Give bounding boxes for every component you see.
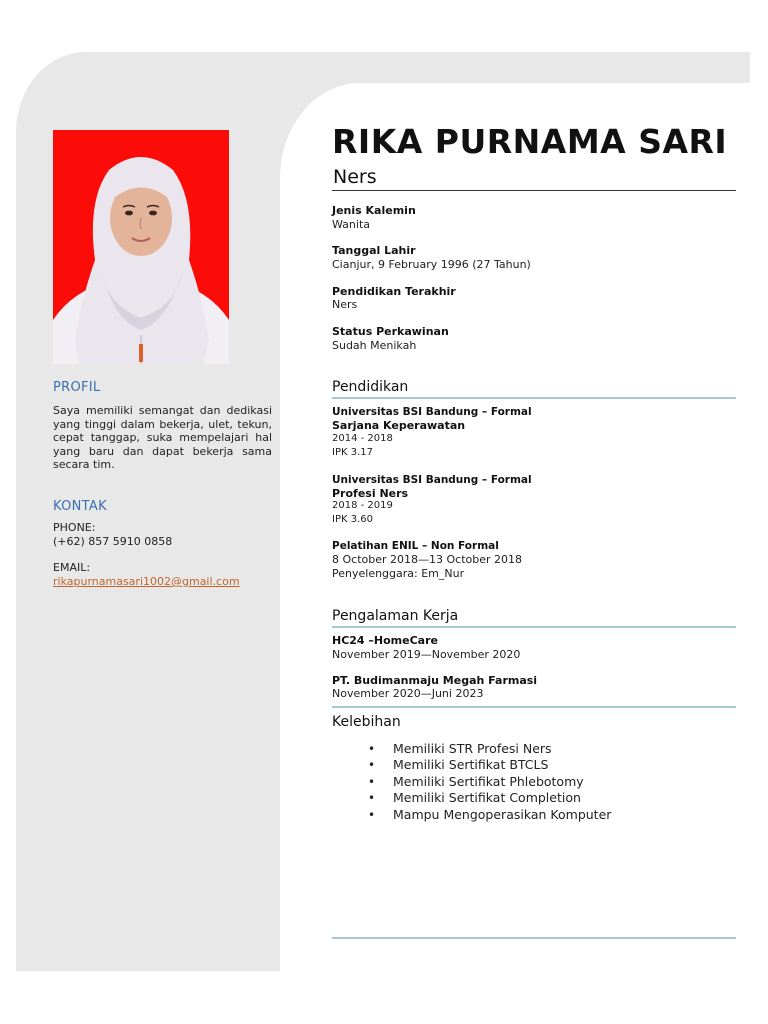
bullet-icon: • [368, 758, 376, 773]
education-period: 2018 - 2019 [332, 500, 393, 511]
email-link[interactable]: rikapurnamasari1002@gmail.com [53, 575, 240, 588]
training-organizer: Penyelenggara: Em_Nur [332, 567, 465, 580]
bullet-icon: • [368, 742, 376, 756]
experience-period: November 2020—Juni 2023 [332, 687, 484, 700]
profil-text: Saya memiliki semangat dan dedikasi yang tinggi dalam bekerja, ulet, tekun, cepat tanggap, suka mempelajari hal yang baru dan dapat bekerja sama secara tim. [53, 404, 272, 471]
education-institution: Universitas BSI Bandung – Formal [332, 474, 532, 486]
personal-label-education: Pendidikan Terakhir [332, 285, 456, 298]
pendidikan-divider [332, 397, 736, 399]
candidate-name: RIKA PURNAMA SARI [332, 122, 728, 161]
kontak-heading: KONTAK [53, 499, 107, 514]
candidate-role: Ners [333, 166, 377, 188]
bullet-icon: • [368, 807, 376, 822]
experience-company: HC24 –HomeCare [332, 634, 438, 647]
phone-label: PHONE: [53, 521, 96, 534]
education-ipk: IPK 3.60 [332, 514, 373, 525]
education-degree: Profesi Ners [332, 487, 409, 500]
phone-value[interactable]: (+62) 857 5910 0858 [53, 535, 173, 548]
list-item: • Memiliki Sertifikat Completion [368, 790, 581, 806]
personal-label-gender: Jenis Kalemin [332, 204, 416, 217]
experience-company: PT. Budimanmaju Megah Farmasi [332, 674, 538, 687]
personal-value-birth: Cianjur, 9 February 1996 (27 Tahun) [332, 258, 531, 271]
pengalaman-heading: Pengalaman Kerja [332, 608, 459, 624]
footer-divider [332, 937, 736, 939]
pengalaman-bottom-divider [332, 706, 736, 708]
training-title: Pelatihan ENIL – Non Formal [332, 540, 499, 552]
list-item: • Memiliki Sertifikat BTCLS [368, 757, 549, 773]
list-item: • Memiliki STR Profesi Ners [368, 741, 552, 756]
kelebihan-heading: Kelebihan [332, 714, 401, 730]
personal-label-marital: Status Perkawinan [332, 325, 449, 338]
experience-period: November 2019—November 2020 [332, 648, 521, 661]
bullet-icon: • [368, 774, 376, 789]
training-period: 8 October 2018—13 October 2018 [332, 553, 523, 566]
personal-value-gender: Wanita [332, 218, 370, 231]
profil-heading: PROFIL [53, 380, 101, 395]
bullet-icon: • [368, 791, 376, 806]
header-divider [332, 190, 736, 191]
personal-label-birth: Tanggal Lahir [332, 244, 416, 257]
skills-list [368, 741, 611, 823]
list-item: • Mampu Mengoperasikan Komputer [368, 806, 612, 822]
education-institution: Universitas BSI Bandung – Formal [332, 406, 532, 418]
personal-value-education: Ners [332, 298, 358, 311]
email-label: EMAIL: [53, 561, 91, 574]
education-ipk: IPK 3.17 [332, 447, 373, 458]
personal-value-marital: Sudah Menikah [332, 339, 417, 352]
pendidikan-heading: Pendidikan [332, 379, 409, 395]
education-degree: Sarjana Keperawatan [332, 419, 466, 432]
pengalaman-divider [332, 626, 736, 628]
education-period: 2014 - 2018 [332, 433, 393, 444]
profile-photo [53, 130, 229, 364]
list-item: • Memiliki Sertifikat Phlebotomy [368, 773, 584, 789]
